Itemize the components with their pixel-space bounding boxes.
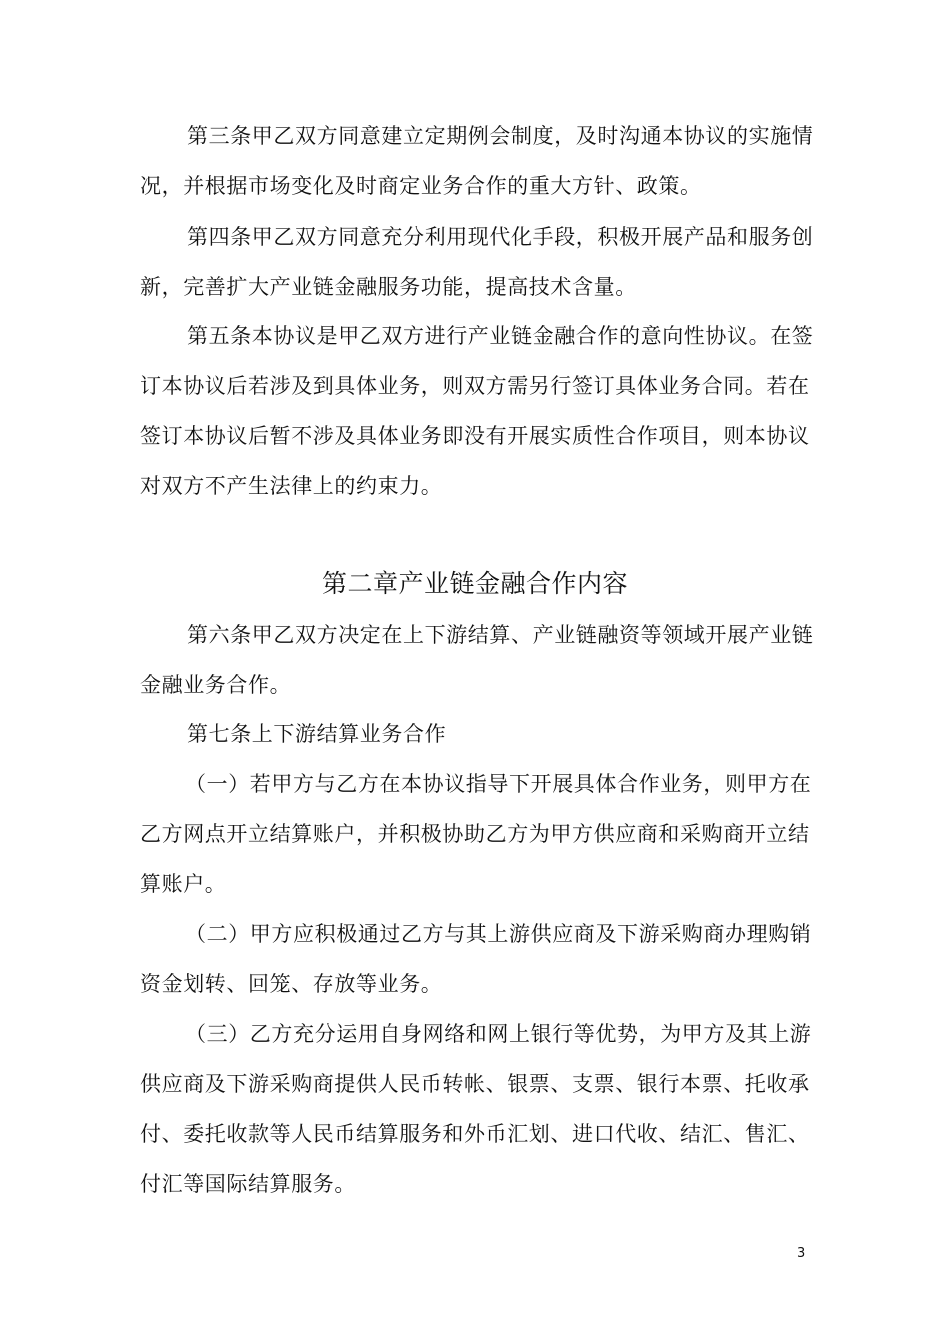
item-3-line-1: （三）乙方充分运用自身网络和网上银行等优势，为甲方及其上游 <box>185 1022 812 1046</box>
article-5-line-3: 签订本协议后暂不涉及具体业务即没有开展实质性合作项目，则本协议 <box>140 424 810 448</box>
item-1-line-1: （一）若甲方与乙方在本协议指导下开展具体合作业务，则甲方在 <box>185 772 812 796</box>
article-7-heading: 第七条上下游结算业务合作 <box>187 722 447 746</box>
item-2-line-2: 资金划转、回笼、存放等业务。 <box>140 972 443 996</box>
chapter-title: 第二章产业链金融合作内容 <box>321 569 628 598</box>
page-number: 3 <box>797 1246 806 1261</box>
item-3-line-2: 供应商及下游采购商提供人民币转帐、银票、支票、银行本票、托收承 <box>140 1072 810 1096</box>
article-6-line-1: 第六条甲乙双方决定在上下游结算、产业链融资等领域开展产业链 <box>187 623 814 647</box>
item-3-line-4: 付汇等国际结算服务。 <box>140 1172 356 1196</box>
article-5-line-4: 对双方不产生法律上的约束力。 <box>140 474 443 498</box>
article-5-line-2: 订本协议后若涉及到具体业务，则双方需另行签订具体业务合同。若在 <box>140 374 810 398</box>
item-3-line-3: 付、委托收款等人民币结算服务和外币汇划、进口代收、结汇、售汇、 <box>140 1122 810 1146</box>
article-4-line-2: 新，完善扩大产业链金融服务功能，提高技术含量。 <box>140 275 637 299</box>
article-3-line-2: 况，并根据市场变化及时商定业务合作的重大方针、政策。 <box>140 174 702 198</box>
item-1-line-3: 算账户。 <box>140 872 227 896</box>
article-6-line-2: 金融业务合作。 <box>140 673 292 697</box>
article-5-line-1: 第五条本协议是甲乙双方进行产业链金融合作的意向性协议。在签 <box>187 324 814 348</box>
article-4-line-1: 第四条甲乙双方同意充分利用现代化手段，积极开展产品和服务创 <box>187 225 814 249</box>
item-1-line-2: 乙方网点开立结算账户，并积极协助乙方为甲方供应商和采购商开立结 <box>140 822 810 846</box>
item-2-line-1: （二）甲方应积极通过乙方与其上游供应商及下游采购商办理购销 <box>185 922 812 946</box>
article-3-line-1: 第三条甲乙双方同意建立定期例会制度，及时沟通本协议的实施情 <box>187 124 814 148</box>
